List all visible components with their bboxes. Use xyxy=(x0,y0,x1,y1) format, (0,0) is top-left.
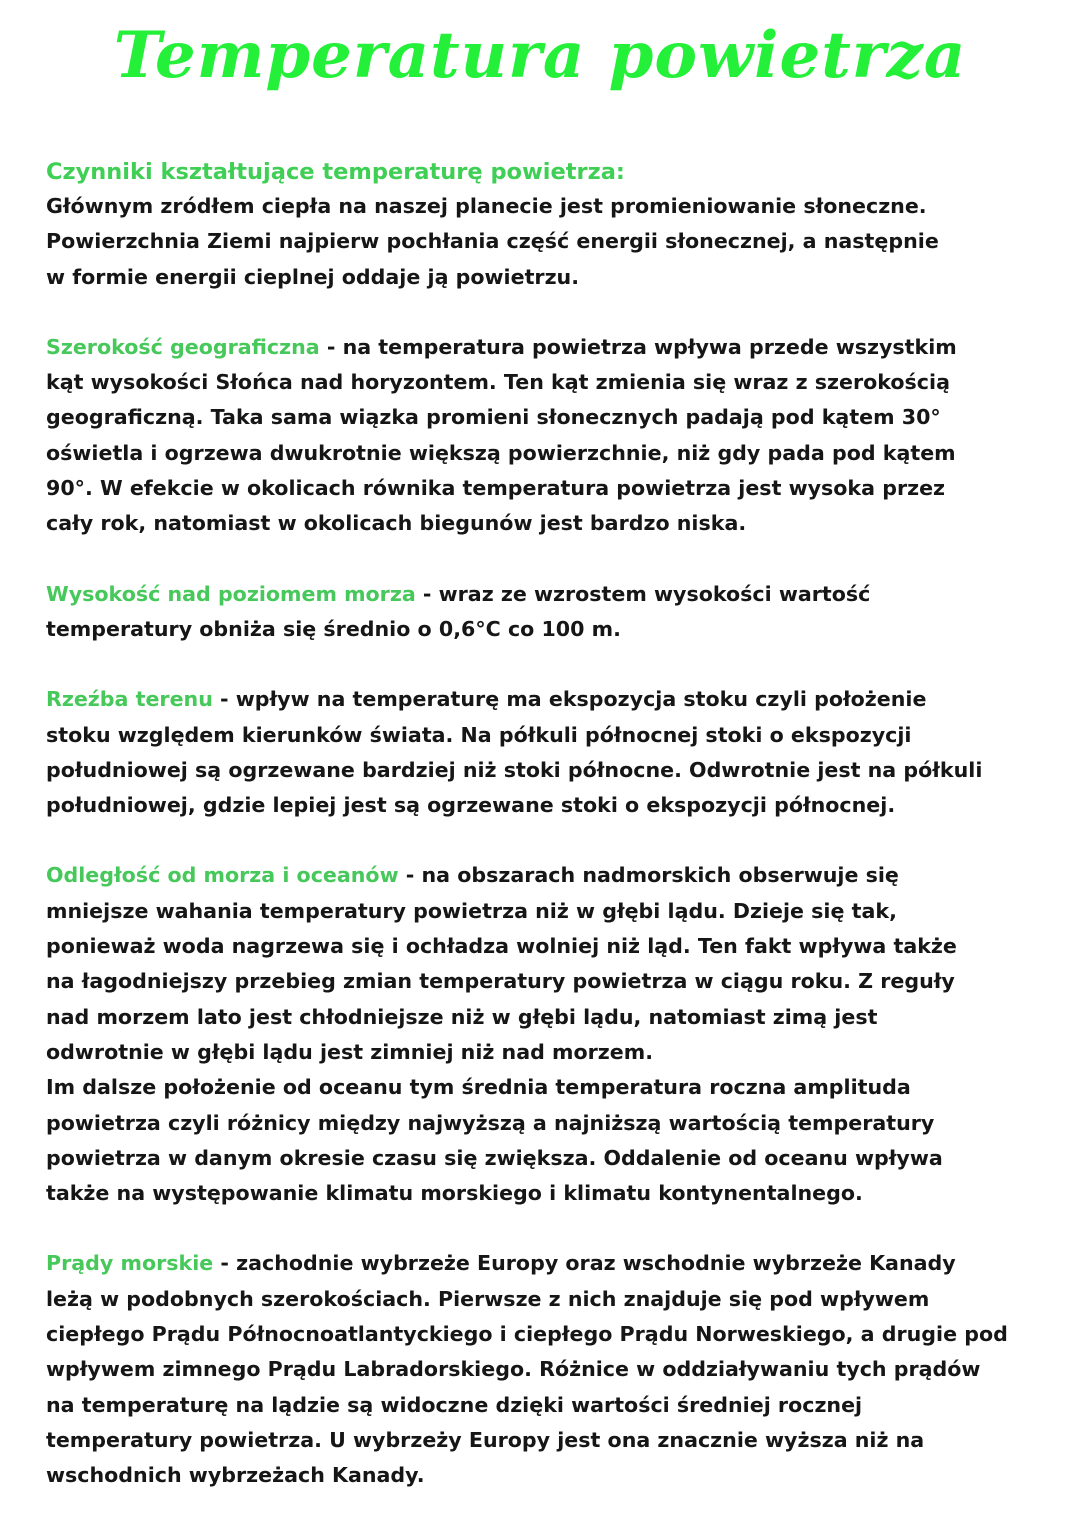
text-line: nad morzem lato jest chłodniejsze niż w głębi lądu, natomiast zimą jest xyxy=(46,1004,878,1029)
section-term: Prądy morskie xyxy=(46,1251,214,1276)
text-line: Im dalsze położenie od oceanu tym średnia temperatura roczna amplituda xyxy=(46,1075,911,1100)
text-line: kąt wysokości Słońca nad horyzontem. Ten kąt zmienia się wraz z szerokością xyxy=(46,370,950,395)
section-lead: - zachodnie wybrzeże Europy oraz wschodnie wybrzeże Kanady xyxy=(213,1251,956,1276)
text-line: temperatury obniża się średnio o 0,6°C co 100 m. xyxy=(46,616,621,641)
text-line: 90°. W efekcie w okolicach równika temperatura powietrza jest wysoka przez xyxy=(46,476,946,501)
text-line xyxy=(46,577,1046,612)
text-line: powietrza w danym okresie czasu się zwiększa. Oddalenie od oceanu wpływa xyxy=(46,1145,943,1170)
text-line: leżą w podobnych szerokościach. Pierwsze z nich znajduje się pod wpływem xyxy=(46,1286,930,1311)
page-title: Temperatura powietrza xyxy=(113,18,967,93)
intro-heading: Czynniki kształtujące temperaturę powietrza: xyxy=(46,159,625,185)
section-relief xyxy=(46,682,1046,823)
text-line: na łagodniejszy przebieg zmian temperatury powietrza w ciągu roku. Z reguły xyxy=(46,969,955,994)
section-paragraph xyxy=(46,577,1046,648)
text-line: Głównym zródłem ciepła na naszej planecie jest promieniowanie słoneczne. xyxy=(46,194,927,218)
section-lead: - wpływ na temperaturę ma ekspozycja stoku czyli położenie xyxy=(212,687,927,712)
text-line: cały rok, natomiast w okolicach biegunów jest bardzo niska. xyxy=(46,511,747,536)
text-line xyxy=(46,682,1046,717)
text-line: geograficzną. Taka sama wiązka promieni słonecznych padają pod kątem 30° xyxy=(46,405,941,430)
text-line: południowej, gdzie lepiej jest są ogrzewane stoki o ekspozycji północnej. xyxy=(46,793,896,818)
intro-block xyxy=(46,155,1046,295)
section-paragraph xyxy=(46,330,1046,542)
document-body xyxy=(46,155,1046,1494)
section-lead: - wraz ze wzrostem wysokości wartość xyxy=(415,581,871,606)
section-lead: - na obszarach nadmorskich obserwuje się xyxy=(398,863,899,888)
text-line: ciepłego Prądu Północnoatlantyckiego i ciepłego Prądu Norweskiego, a drugie pod xyxy=(46,1322,1008,1347)
section-paragraph xyxy=(46,682,1046,823)
text-line: na temperaturę na lądzie są widoczne dzięki wartości średniej rocznej xyxy=(46,1392,863,1417)
text-line: odwrotnie w głębi lądu jest zimniej niż nad morzem. xyxy=(46,1039,654,1064)
section-currents xyxy=(46,1246,1046,1493)
text-line xyxy=(46,1246,1046,1281)
text-line: w formie energii cieplnej oddaje ją powietrzu. xyxy=(46,264,580,289)
text-line: stoku względem kierunków świata. Na półkuli północnej stoki o ekspozycji xyxy=(46,722,912,747)
text-line: wschodnich wybrzeżach Kanady. xyxy=(46,1463,425,1488)
text-line: temperatury powietrza. U wybrzeży Europy jest ona znacznie wyższa niż na xyxy=(46,1427,925,1452)
text-line: ponieważ woda nagrzewa się i ochładza wolniej niż ląd. Ten fakt wpływa także xyxy=(46,934,957,959)
text-line xyxy=(46,330,1046,365)
section-altitude xyxy=(46,577,1046,648)
section-lead: - na temperatura powietrza wpływa przede wszystkim xyxy=(319,334,957,359)
section-latitude xyxy=(46,330,1046,542)
section-term: Szerokość geograficzna xyxy=(46,334,320,359)
text-line: oświetla i ogrzewa dwukrotnie większą powierzchnie, niż gdy pada pod kątem xyxy=(46,440,956,465)
text-line: powietrza czyli różnicy między najwyższą a najniższą wartością temperatury xyxy=(46,1110,935,1135)
intro-paragraph xyxy=(46,189,1046,295)
section-sea-distance xyxy=(46,858,1046,1211)
text-line: południowej są ogrzewane bardziej niż stoki północne. Odwrotnie jest na półkuli xyxy=(46,757,983,782)
text-line: wpływem zimnego Prądu Labradorskiego. Różnice w oddziaływaniu tych prądów xyxy=(46,1357,981,1382)
section-term: Rzeźba terenu xyxy=(46,687,213,712)
section-paragraph xyxy=(46,1246,1046,1493)
section-paragraph xyxy=(46,858,1046,1211)
text-line: mniejsze wahania temperatury powietrza niż w głębi lądu. Dzieje się tak, xyxy=(46,898,897,923)
section-term: Wysokość nad poziomem morza xyxy=(46,581,416,606)
text-line xyxy=(46,858,1046,893)
text-line: Powierzchnia Ziemi najpierw pochłania część energii słonecznej, a następnie xyxy=(46,229,939,254)
text-line: także na występowanie klimatu morskiego i klimatu kontynentalnego. xyxy=(46,1181,863,1206)
section-term: Odległość od morza i oceanów xyxy=(46,863,399,888)
